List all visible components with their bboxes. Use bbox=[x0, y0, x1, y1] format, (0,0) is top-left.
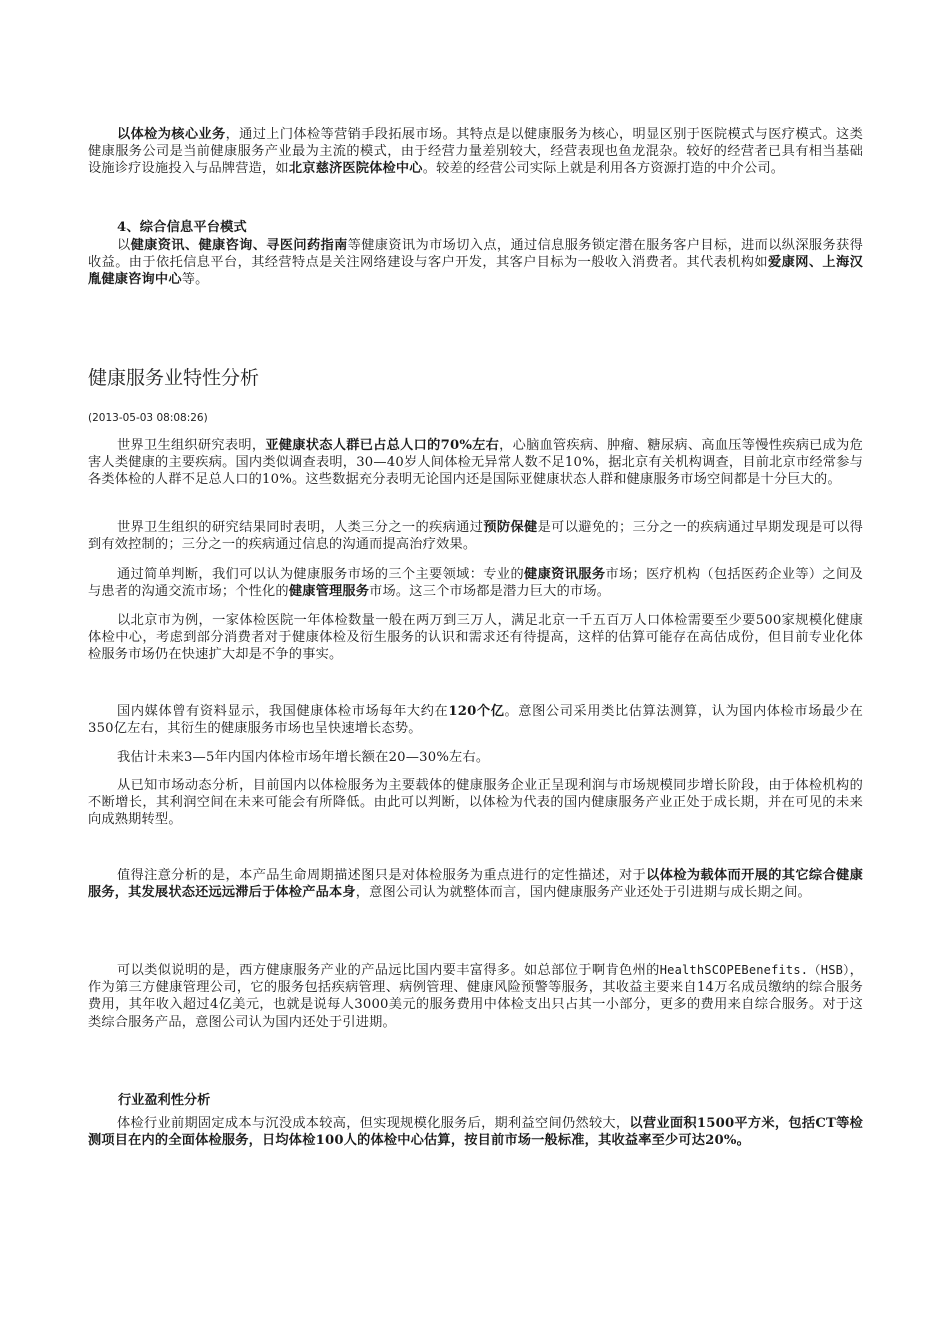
paragraph-growth-estimate: 我估计未来3—5年内国内体检市场年增长额在20—30%左右。 bbox=[117, 750, 490, 765]
paragraph-disease-prevention bbox=[88, 519, 863, 553]
body-text: 等健康资讯为市场切入点，通过信息服务锁定潜在服务客户目标，进而以纵深服务获得收益。由于依托信息平台，其经营特点是关注网络建设与客户开发，其客户目标为一般收入消费者。其代表机构如 bbox=[88, 238, 863, 271]
body-text: ，通过上门体检等营销手段拓展市场。其特点是以健康服务为核心，明显区别于医院模式与医疗模式。这类健康服务公司是当前健康服务产业最为主流的模式，由于经营力量差别较大，经营表现也鱼龙混杂。较好的经营者已具有相当基础设施诊疗设施投入与品牌营造，如 bbox=[88, 127, 863, 177]
article-date: (2013-05-03 08:08:26) bbox=[88, 412, 208, 424]
bold-text: 以体检为核心业务 bbox=[117, 127, 226, 142]
bold-text: 爱康网、上海汉胤健康咨询中心 bbox=[88, 255, 864, 288]
bold-text: 120个亿 bbox=[448, 704, 505, 719]
article-title: 健康服务业特性分析 bbox=[88, 367, 260, 389]
company-name: HealthSCOPEBenefits.（HSB） bbox=[659, 963, 850, 977]
paragraph-beijing-example: 以北京市为例，一家体检医院一年体检数量一般在两万到三万人，满足北京一千五百万人口体检需要至少要500家规模化健康体检中心，考虑到部分消费者对于健康体检及衍生服务的认识和需求还有待提高，这样的估算可能存在高估成份，但目前专业化体检服务市场仍在快速扩大却是不争的事实。 bbox=[88, 613, 863, 663]
paragraph-info-platform bbox=[88, 237, 863, 289]
body-text: 世界卫生组织研究表明， bbox=[117, 438, 266, 453]
body-text: 市场；医疗机构（包括医药企业等）之间及与患者的沟通交流市场；个性化的 bbox=[88, 567, 863, 600]
paragraph-subhealth bbox=[88, 437, 863, 489]
paragraph-health-service-company bbox=[88, 126, 863, 178]
body-text: 。意图公司采用类比估算法测算，认为国内体检市场最少在350亿左右，其衍生的健康服务市场也呈快速增长态势。 bbox=[88, 704, 863, 737]
bold-text: 北京慈济医院体检中心 bbox=[288, 161, 423, 177]
body-text: ，心脑血管疾病、肿瘤、糖尿病、高血压等慢性疾病已成为危害人类健康的主要疾病。国内类似调查表明，30—40岁人间体检无异常人数不足10%，据北京有关机构调查，目前北京市经常参与各类体检的人群不足总人口的10%。这些数据充分表明无论国内还是国际亚健康状态人群和健康服务市场空间都是十分巨大的。 bbox=[88, 438, 864, 488]
bold-text: 预防保健 bbox=[483, 520, 538, 535]
paragraph-market-dynamics: 从已知市场动态分析，目前国内以体检服务为主要载体的健康服务企业正呈现利润与市场规模同步增长阶段，由于体检机构的不断增长，其利润空间在未来可能会有所降低。由此可以判断，以体检为代表的国内健康服务产业正处于成长期，并在可见的未来向成熟期转型。 bbox=[88, 778, 863, 828]
bold-text: 健康管理服务 bbox=[288, 584, 370, 600]
paragraph-western-industry bbox=[88, 962, 863, 1031]
body-text: ，意图公司认为就整体而言，国内健康服务产业还处于引进期与成长期之间。 bbox=[355, 885, 811, 901]
bold-text: 亚健康状态人群已占总人口的70%左右 bbox=[265, 438, 500, 453]
body-text: 世界卫生组织的研究结果同时表明，人类三分之一的疾病通过 bbox=[117, 520, 484, 535]
bold-text: 健康资讯服务 bbox=[524, 567, 606, 582]
body-text: 值得注意分析的是，本产品生命周期描述图只是对体检服务为重点进行的定性描述，对于 bbox=[117, 868, 647, 883]
body-text: 。较差的经营公司实际上就是利用各方资源打造的中介公司。 bbox=[422, 161, 785, 177]
paragraph-profitability bbox=[88, 1115, 863, 1149]
bold-text: 健康资讯、健康咨询、寻医问药指南 bbox=[130, 238, 348, 253]
body-text: ，作为第三方健康管理公司，它的服务包括疾病管理、病例管理、健康风险预警等服务，其收益主要来自14万名成员缴纳的综合服务费用，其年收入超过4亿美元，也就是说每人3000美元的服务费用中体检支出只占其一小部分，更多的费用来自综合服务。对于这类综合服务产品，意图公司认为国内还处于引进期。 bbox=[88, 963, 863, 1030]
paragraph-market-size bbox=[88, 703, 863, 737]
bold-text: 以营业面积1500平方米，包括CT等检测项目在内的全面体检服务，日均体检100人的体检中心估算，按目前市场一般标准，其收益率至少可达20%。 bbox=[88, 1116, 863, 1149]
section-subtitle-info-platform: 4、综合信息平台模式 bbox=[117, 220, 247, 235]
section-subtitle-profitability: 行业盈利性分析 bbox=[118, 1093, 211, 1108]
body-text: 可以类似说明的是，西方健康服务产业的产品远比国内要丰富得多。如总部位于啊肯色州的 bbox=[117, 963, 660, 978]
body-text: 通过简单判断，我们可以认为健康服务市场的三个主要领域：专业的 bbox=[117, 567, 525, 582]
body-text: 是可以避免的；三分之一的疾病通过早期发现是可以得到有效控制的；三分之一的疾病通过信息的沟通而提高治疗效果。 bbox=[88, 520, 863, 553]
paragraph-three-markets bbox=[88, 566, 863, 600]
paragraph-lifecycle bbox=[88, 867, 863, 901]
body-text: 等。 bbox=[181, 272, 209, 288]
body-text: 体检行业前期固定成本与沉没成本较高，但实现规模化服务后，期利益空间仍然较大， bbox=[117, 1116, 630, 1131]
body-text: 市场。这三个市场都是潜力巨大的市场。 bbox=[369, 584, 611, 600]
body-text: 以 bbox=[117, 238, 131, 253]
bold-text: 以体检为载体而开展的其它综合健康服务，其发展状态还远远滞后于体检产品本身 bbox=[88, 868, 864, 901]
body-text: 国内媒体曾有资料显示，我国健康体检市场每年大约在 bbox=[117, 704, 449, 719]
